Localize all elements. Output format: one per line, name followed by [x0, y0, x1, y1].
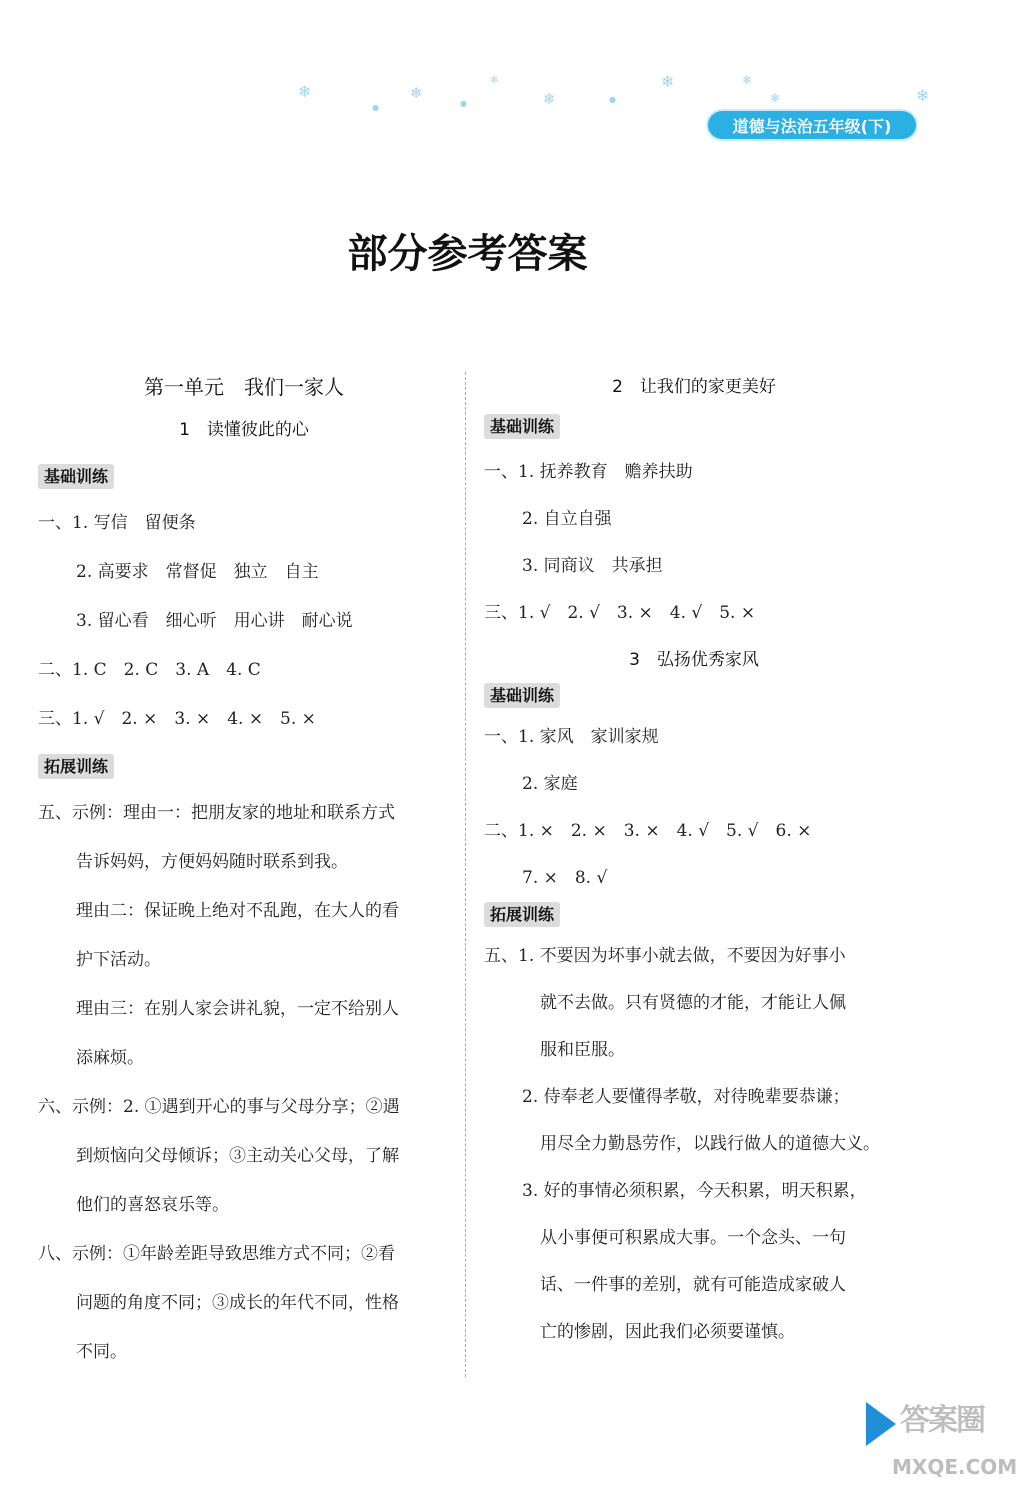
snowflake-icon: ❄	[410, 84, 423, 102]
snowflake-icon: ●	[460, 99, 467, 108]
column-divider	[465, 372, 466, 1377]
snowflake-icon: ❄	[661, 72, 675, 91]
answer-line: 2. 自立自强	[522, 509, 612, 529]
watermark-logo-text: 答案圈	[900, 1403, 984, 1438]
answer-line: 一、1. 抚养教育 赡养扶助	[484, 462, 693, 482]
snowflake-icon: ❄	[770, 91, 781, 105]
answer-line: 3. 同商议 共承担	[522, 556, 663, 576]
snowflake-icon: ❄	[742, 73, 753, 87]
site-watermark	[892, 1395, 1017, 1490]
answer-line: 八、示例：①年龄差距导致思维方式不同；②看	[38, 1244, 395, 1264]
answer-line: 2. 家庭	[522, 774, 578, 794]
answer-line: 亡的惨剧，因此我们必须要谨慎。	[540, 1322, 795, 1342]
answer-line: 告诉妈妈，方便妈妈随时联系到我。	[76, 852, 348, 872]
answer-line: 护下活动。	[76, 950, 161, 970]
section-tag-extend: 拓展训练	[38, 754, 114, 779]
section-tag-extend: 拓展训练	[484, 902, 560, 927]
answer-line: 7. × 8. √	[522, 868, 608, 888]
lesson-title: 2 让我们的家更美好	[612, 377, 776, 397]
answer-line: 三、1. √ 2. √ 3. × 4. √ 5. ×	[484, 603, 756, 623]
answer-line: 2. 侍奉老人要懂得孝敬，对待晚辈要恭谦；	[522, 1087, 850, 1107]
lesson-title: 3 弘扬优秀家风	[629, 650, 759, 670]
answer-line: 话、一件事的差别，就有可能造成家破人	[540, 1275, 846, 1295]
answer-line: 三、1. √ 2. × 3. × 4. × 5. ×	[38, 709, 316, 729]
answer-line: 一、1. 写信 留便条	[38, 513, 196, 533]
snowflake-icon: ●	[609, 95, 616, 104]
watermark-url: MXQE.COM	[892, 1455, 1017, 1479]
answer-line: 从小事便可积累成大事。一个念头、一句	[540, 1228, 846, 1248]
snowflake-icon: ❄	[298, 82, 312, 101]
page-title: 部分参考答案	[347, 231, 588, 277]
answer-line: 二、1. × 2. × 3. × 4. √ 5. √ 6. ×	[484, 821, 812, 841]
answer-line: 问题的角度不同；③成长的年代不同，性格	[76, 1293, 399, 1313]
answer-line: 2. 高要求 常督促 独立 自主	[76, 562, 319, 582]
answer-line: 服和臣服。	[540, 1040, 625, 1060]
unit-title: 第一单元 我们一家人	[144, 375, 344, 399]
answer-line: 理由三：在别人家会讲礼貌，一定不给别人	[76, 999, 399, 1019]
answer-line: 理由二：保证晚上绝对不乱跑，在大人的看	[76, 901, 399, 921]
answer-line: 不同。	[76, 1342, 127, 1362]
section-tag-basic: 基础训练	[38, 464, 114, 489]
answer-line: 一、1. 家风 家训家规	[484, 727, 659, 747]
snowflake-icon: ❄	[916, 86, 930, 105]
section-tag-basic: 基础训练	[484, 414, 560, 439]
answer-line: 用尽全力勤恳劳作，以践行做人的道德大义。	[540, 1134, 880, 1154]
answer-line: 添麻烦。	[76, 1048, 144, 1068]
answer-line: 他们的喜怒哀乐等。	[76, 1195, 229, 1215]
answer-line: 五、示例：理由一：把朋友家的地址和联系方式	[38, 803, 395, 823]
section-tag-basic: 基础训练	[484, 683, 560, 708]
snowflake-icon: ❄	[543, 90, 556, 108]
answer-line: 六、示例：2. ①遇到开心的事与父母分享；②遇	[38, 1097, 400, 1117]
answer-line: 3. 留心看 细心听 用心讲 耐心说	[76, 611, 353, 631]
right-column	[484, 368, 904, 1356]
lesson-title: 1 读懂彼此的心	[179, 420, 309, 440]
answer-line: 3. 好的事情必须积累，今天积累，明天积累，	[522, 1181, 867, 1201]
book-title-badge: 道德与法治五年级(下)	[708, 111, 916, 139]
answer-line: 二、1. C 2. C 3. A 4. C	[38, 660, 261, 680]
snowflake-icon: ●	[372, 103, 379, 112]
left-column	[38, 368, 450, 1377]
answer-line: 五、1. 不要因为坏事小就去做，不要因为好事小	[484, 946, 846, 966]
answer-line: 到烦恼向父母倾诉；③主动关心父母，了解	[76, 1146, 399, 1166]
snowflake-icon: ❄	[490, 75, 499, 86]
answer-line: 就不去做。只有贤德的才能，才能让人佩	[540, 993, 846, 1013]
